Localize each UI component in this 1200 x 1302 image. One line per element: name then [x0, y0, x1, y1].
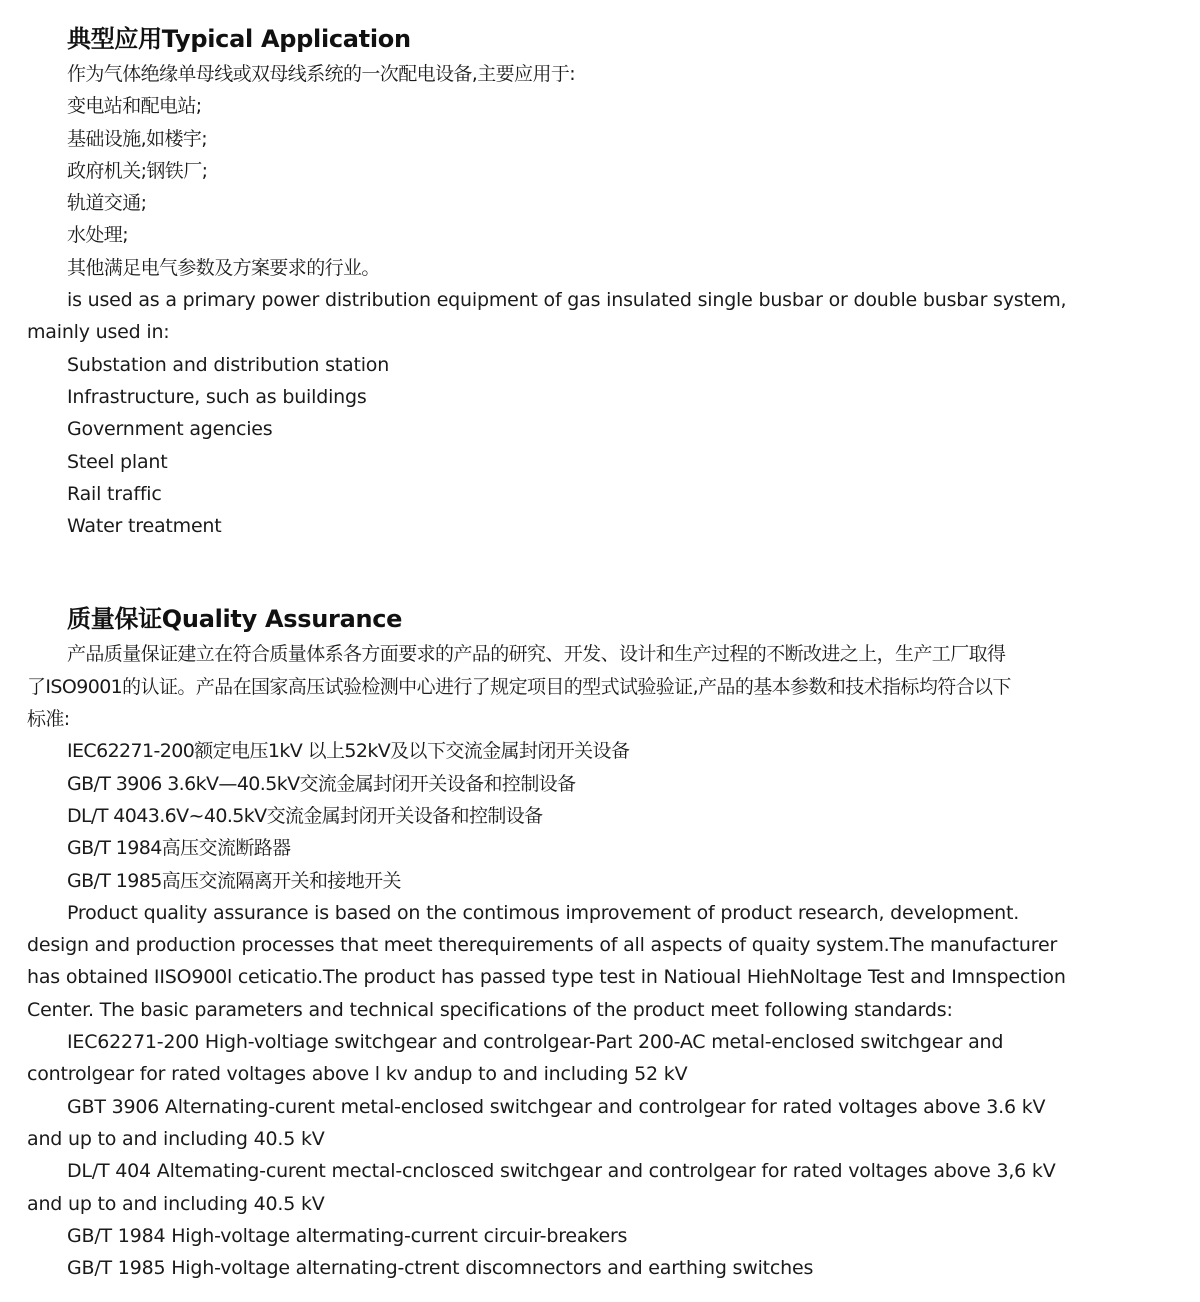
cn-paragraph-line: 产品质量保证建立在符合质量体系各方面要求的产品的研究、开发、设计和生产过程的不断改进之上，生产工厂取得: [67, 643, 1006, 666]
cn-paragraph-line: 标准:: [27, 708, 70, 731]
en-standard-line: GB/T 1985 High-voltage alternating-ctrent discomnectors and earthing switches: [67, 1257, 814, 1280]
en-standard-line: controlgear for rated voltages above l kv andup to and including 52 kV: [27, 1063, 688, 1086]
en-paragraph-line: has obtained IISO900l ceticatio.The product has passed type test in Natioual HiehNoltage Test and Imnspection: [27, 966, 1066, 989]
section-spacer: [27, 542, 1127, 600]
cn-standard-item: GB/T 1985高压交流隔离开关和接地开关: [67, 869, 401, 892]
quality-assurance-section: [27, 600, 1127, 1284]
cn-standard-item: IEC62271-200额定电压1kV 以上52kV及以下交流金属封闭开关设备: [67, 740, 630, 763]
quality-assurance-heading: 质量保证Quality Assurance: [67, 605, 403, 634]
cn-standard-item: DL/T 4043.6V~40.5kV交流金属封闭开关设备和控制设备: [67, 804, 543, 827]
en-application-item: Government agencies: [67, 418, 273, 441]
en-standard-line: GB/T 1984 High-voltage altermating-current circuir-breakers: [67, 1224, 628, 1247]
cn-application-item: 轨道交通;: [67, 192, 147, 215]
en-paragraph-line: Product quality assurance is based on the contimous improvement of product research, development.: [67, 901, 1020, 924]
en-application-item: Steel plant: [67, 450, 168, 473]
en-standard-line: IEC62271-200 High-voltiage switchgear and controlgear-Part 200-AC metal-enclosed switchgear and: [67, 1031, 1004, 1054]
en-application-item: Substation and distribution station: [67, 353, 390, 376]
en-application-item: Water treatment: [67, 515, 222, 538]
en-standard-line: and up to and including 40.5 kV: [27, 1127, 325, 1150]
cn-paragraph-line: 了ISO9001的认证。产品在国家高压试验检测中心进行了规定项目的型式试验验证,产品的基本参数和技术指标均符合以下: [27, 675, 1011, 698]
cn-application-item: 变电站和配电站;: [67, 95, 202, 118]
cn-intro: 作为气体绝缘单母线或双母线系统的一次配电设备,主要应用于:: [67, 63, 576, 85]
cn-application-item: 政府机关;钢铁厂;: [67, 159, 208, 182]
en-application-item: Rail traffic: [67, 482, 162, 505]
en-intro-line: mainly used in:: [27, 321, 170, 344]
cn-standard-item: GB/T 1984高压交流断路器: [67, 837, 291, 860]
cn-standard-item: GB/T 3906 3.6kV—40.5kV交流金属封闭开关设备和控制设备: [67, 772, 576, 795]
en-application-item: Infrastructure, such as buildings: [67, 385, 367, 408]
en-standard-line: GBT 3906 Alternating-curent metal-enclosed switchgear and controlgear for rated voltages above 3.6 kV: [67, 1095, 1046, 1118]
document-page: [27, 20, 1127, 1284]
cn-application-item: 基础设施,如楼宇;: [67, 127, 208, 150]
en-paragraph-line: Center. The basic parameters and technical specifications of the product meet following standards:: [27, 998, 953, 1021]
typical-application-heading: 典型应用Typical Application: [67, 25, 411, 53]
cn-application-item: 水处理;: [67, 224, 129, 247]
en-intro-line: is used as a primary power distribution equipment of gas insulated single busbar or double busbar system,: [67, 289, 1067, 312]
en-standard-line: DL/T 404 Altemating-curent mectal-cnclosced switchgear and controlgear for rated voltages above 3,6 kV: [67, 1160, 1056, 1183]
en-paragraph-line: design and production processes that meet therequirements of all aspects of quaity system.The manufacturer: [27, 934, 1058, 957]
cn-application-item: 其他满足电气参数及方案要求的行业。: [67, 256, 380, 279]
en-standard-line: and up to and including 40.5 kV: [27, 1192, 325, 1215]
typical-application-section: [27, 20, 1127, 542]
